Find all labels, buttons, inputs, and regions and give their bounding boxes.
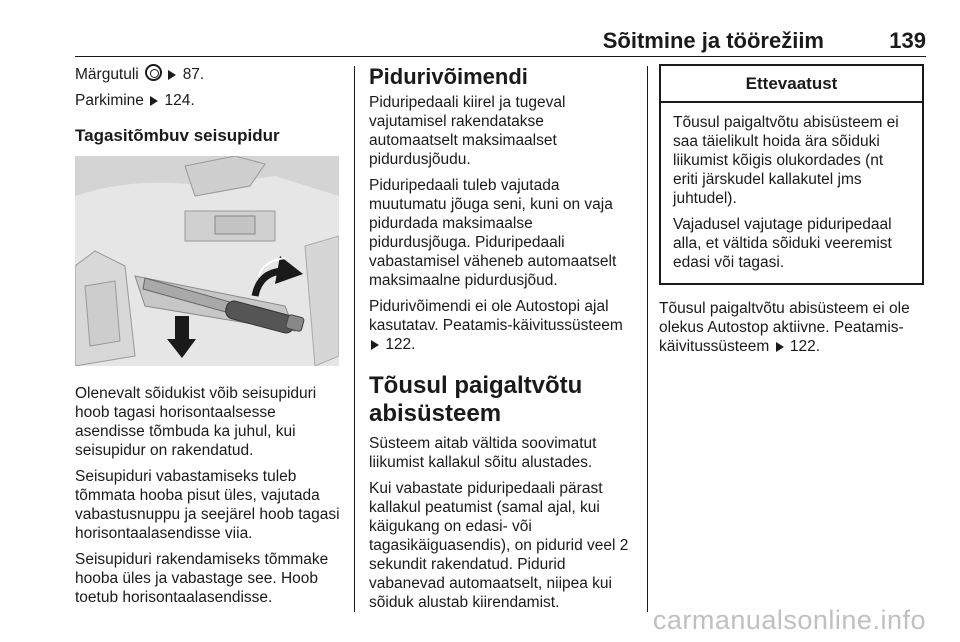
section-title-brake-assist: Pidurivõimendi xyxy=(369,64,528,89)
watermark: carmanualsonline.info xyxy=(652,605,926,635)
page-reference-arrow-icon xyxy=(371,340,379,350)
paragraph: Seisupiduri vabastamiseks tuleb tõmmata hooba pisut üles, vajutada vabastusnuppu ja seejärel hoob tagasi horisontaalasendisse viia. xyxy=(75,468,340,542)
caution-box xyxy=(659,64,924,285)
autostop-note: Tõusul paigaltvõtu abisüsteem ei ole olekus Autostop aktiivne. Peatamis-käivitussüsteem 122. xyxy=(659,300,910,355)
caution-paragraph: Vajadusel vajutage piduripedaal alla, et vältida sõiduki veeremist edasi või tagasi. xyxy=(673,216,892,271)
page-reference-arrow-icon xyxy=(168,70,176,80)
column-divider-1 xyxy=(354,66,355,612)
parking-reference: Parkimine 124. xyxy=(75,92,195,109)
brake-warning-icon xyxy=(145,64,162,81)
column-1 xyxy=(75,64,341,614)
page-reference-arrow-icon xyxy=(776,342,784,352)
caution-paragraph: Tõusul paigaltvõtu abisüsteem ei saa täielikult hoida ära sõiduki liikumist kõigis olukordades (nt eriti järskudel kallakutel jms juhtudel). xyxy=(673,114,899,207)
paragraph: Olenevalt sõidukist võib seisupiduri hoob tagasi horisontaalsesse asendisse tõmbuda ka juhul, kui seisupidur on rakendatud. xyxy=(75,385,317,459)
caution-title: Ettevaatust xyxy=(661,66,922,103)
paragraph: Piduripedaali kiirel ja tugeval vajutamisel rakendatakse automaatselt maksimaalset pidurdusjõudu. xyxy=(369,94,566,168)
paragraph: Piduripedaali tuleb vajutada muutumatu jõuga seni, kuni on vaja pidurdada maksimaalse pidurdusjõuga. Piduripedaali vabastamisel väheneb automaatselt maksimaalne pidurdusjõud. xyxy=(369,177,617,289)
column-3 xyxy=(659,64,924,363)
page-number: 139 xyxy=(889,28,926,53)
page-reference-arrow-icon xyxy=(150,96,158,106)
section-title-retracting-parking-brake: Tagasitõmbuv seisupidur xyxy=(75,126,280,145)
section-title-hill-start-assist: Tõusul paigaltvõtu abisüsteem xyxy=(369,372,583,427)
paragraph: Kui vabastate piduripedaali pärast kallakul peatumist (samal ajal, kui käigukang on edasi- või tagasikäiguasendis), on pidurid veel 2 sekundit rakendatud. Pidurid vabanevad automaatselt, niipea kui sõiduk alustab kiirendamist. xyxy=(369,480,629,611)
autostop-reference: Pidurivõimendi ei ole Autostopi ajal kasutatav. Peatamis-käivitussüsteem 122. xyxy=(369,298,623,353)
column-divider-2 xyxy=(647,66,648,612)
paragraph: Süsteem aitab vältida soovimatut liikumist kallakul sõitu alustades. xyxy=(369,435,597,471)
page-header-title: Sõitmine ja töörežiim xyxy=(602,28,824,53)
column-2 xyxy=(369,64,631,619)
parking-brake-lever-illustration xyxy=(75,156,339,366)
paragraph: Seisupiduri rakendamiseks tõmmake hooba üles ja vabastage see. Hoob toetub horisontaalasendisse. xyxy=(75,551,329,606)
warning-light-reference: Märgutuli 87. xyxy=(75,66,205,83)
header-divider xyxy=(75,56,926,57)
